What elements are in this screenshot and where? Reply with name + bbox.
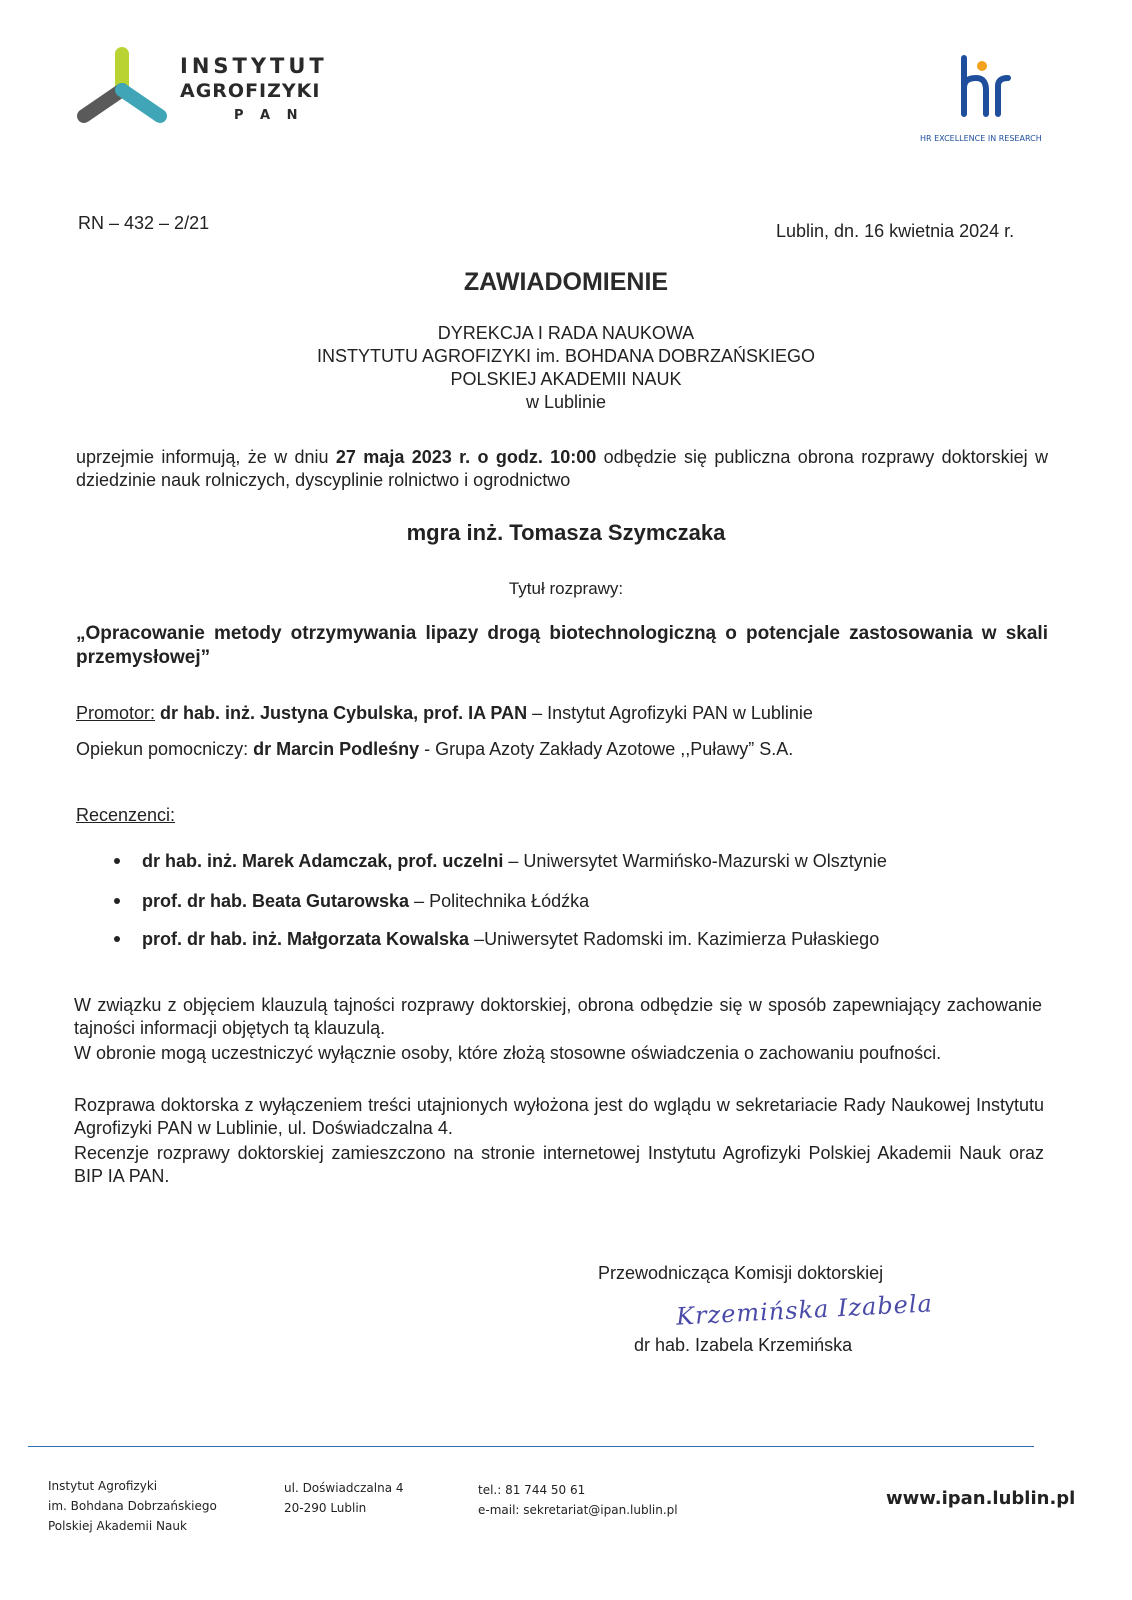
reviewer-name: dr hab. inż. Marek Adamczak, prof. uczelni xyxy=(142,851,504,871)
handwritten-signature: Krzemińska Izabela xyxy=(675,1289,934,1331)
reviewer-name: prof. dr hab. inż. Małgorzata Kowalska xyxy=(142,929,470,949)
institute-logo xyxy=(74,44,394,130)
hr-logo-icon xyxy=(952,52,1022,122)
issuer-line-3: POLSKIEJ AKADEMII NAUK xyxy=(450,369,682,389)
thesis-label: Tytuł rozprawy: xyxy=(508,579,624,598)
logo-line-2: AGROFIZYKI xyxy=(180,80,321,102)
tripod-logo-icon xyxy=(74,44,174,130)
promotor-label: Promotor: xyxy=(76,703,156,723)
document-title: ZAWIADOMIENIE xyxy=(463,268,669,296)
bullet-icon xyxy=(114,936,120,942)
footer-institution-line-2: im. Bohdana Dobrzańskiego xyxy=(48,1499,217,1513)
footer-postcode: 20-290 Lublin xyxy=(284,1501,367,1515)
reviewer-affiliation: – Politechnika Łódźka xyxy=(409,891,590,911)
intro-paragraph xyxy=(76,446,1048,492)
reference-number: RN – 432 – 2/21 xyxy=(78,213,210,233)
defense-datetime: 27 maja 2023 r. o godz. 10:00 xyxy=(335,447,597,467)
issuer-line-2: INSTYTUTU AGROFIZYKI im. BOHDANA DOBRZAŃSKIEGO xyxy=(316,346,816,366)
footer-contact xyxy=(478,1480,678,1520)
secrecy-paragraph-1: W związku z objęciem klauzulą tajności rozprawy doktorskiej, obrona odbędzie się w sposób zapewniający zachowanie tajności informacji objętych tą klauzulą. xyxy=(74,995,1042,1038)
hr-caption: HR EXCELLENCE IN RESEARCH xyxy=(920,134,1042,143)
date-line: Lublin, dn. 16 kwietnia 2024 r. xyxy=(776,221,1015,241)
footer-address xyxy=(284,1478,404,1518)
thesis-title: „Opracowanie metody otrzymywania lipazy drogą biotechnologiczną o potencjale zastosowania w skali przemysłowej” xyxy=(76,623,1048,668)
signature-role: Przewodnicząca Komisji doktorskiej xyxy=(598,1263,884,1283)
footer-phone: tel.: 81 744 50 61 xyxy=(478,1483,586,1497)
bullet-icon xyxy=(114,858,120,864)
footer-divider xyxy=(28,1446,1034,1447)
reviewers-list xyxy=(0,850,1132,960)
promotor-affiliation: – Instytut Agrofizyki PAN w Lublinie xyxy=(527,703,813,723)
issuer-line-4: w Lublinie xyxy=(525,392,607,412)
secrecy-paragraph-2: W obronie mogą uczestniczyć wyłącznie osoby, które złożą stosowne oświadczenia o zachowaniu poufności. xyxy=(74,1043,942,1063)
footer-institution-line-1: Instytut Agrofizyki xyxy=(48,1479,158,1493)
footer-website-link[interactable]: www.ipan.lublin.pl xyxy=(886,1488,1076,1509)
footer-institution-line-3: Polskiej Akademii Nauk xyxy=(48,1519,187,1533)
intro-text-1: uprzejmie informują, że w dniu xyxy=(76,447,336,467)
availability-paragraph-1: Rozprawa doktorska z wyłączeniem treści utajnionych wyłożona jest do wglądu w sekretariacie Rady Naukowej Instytutu Agrofizyki PAN w Lublinie, ul. Doświadczalna 4. xyxy=(74,1095,1044,1138)
footer-street: ul. Doświadczalna 4 xyxy=(284,1481,404,1495)
issuer-line-1: DYREKCJA I RADA NAUKOWA xyxy=(437,323,695,343)
co-supervisor-line xyxy=(76,738,1076,761)
intro-text-2: odbędzie się publiczna obrona rozprawy doktorskiej w dziedzinie nauk rolniczych, dyscyplinie rolnictwo i ogrodnictwo xyxy=(76,447,1049,490)
logo-line-3: P A N xyxy=(234,108,304,123)
reviewers-label: Recenzenci: xyxy=(76,805,176,825)
co-supervisor-label: Opiekun pomocniczy: xyxy=(76,739,254,759)
availability-paragraph-2: Recenzje rozprawy doktorskiej zamieszczono na stronie internetowej Instytutu Agrofizyki Polskiej Akademii Nauk oraz BIP IA PAN. xyxy=(74,1143,1044,1186)
promotor-name: dr hab. inż. Justyna Cybulska, prof. IA PAN xyxy=(160,703,528,723)
bullet-icon xyxy=(114,898,120,904)
co-supervisor-name: dr Marcin Podleśny xyxy=(253,739,420,759)
reviewer-name: prof. dr hab. Beata Gutarowska xyxy=(142,891,410,911)
reviewer-affiliation: –Uniwersytet Radomski im. Kazimierza Pułaskiego xyxy=(469,929,880,949)
hr-excellence-logo xyxy=(920,52,1060,148)
signatory-name: dr hab. Izabela Krzemińska xyxy=(634,1335,853,1355)
co-supervisor-affiliation: - Grupa Azoty Zakłady Azotowe ,,Puławy” S.A. xyxy=(419,739,794,759)
reviewer-affiliation: – Uniwersytet Warmińsko-Mazurski w Olsztynie xyxy=(503,851,887,871)
footer-institution xyxy=(48,1476,217,1536)
candidate-name: mgra inż. Tomasza Szymczaka xyxy=(406,520,726,545)
promotor-line xyxy=(76,702,1076,725)
footer-email[interactable]: e-mail: sekretariat@ipan.lublin.pl xyxy=(478,1503,678,1517)
issuer-block xyxy=(0,322,1132,414)
logo-line-1: INSTYTUT xyxy=(180,54,328,78)
